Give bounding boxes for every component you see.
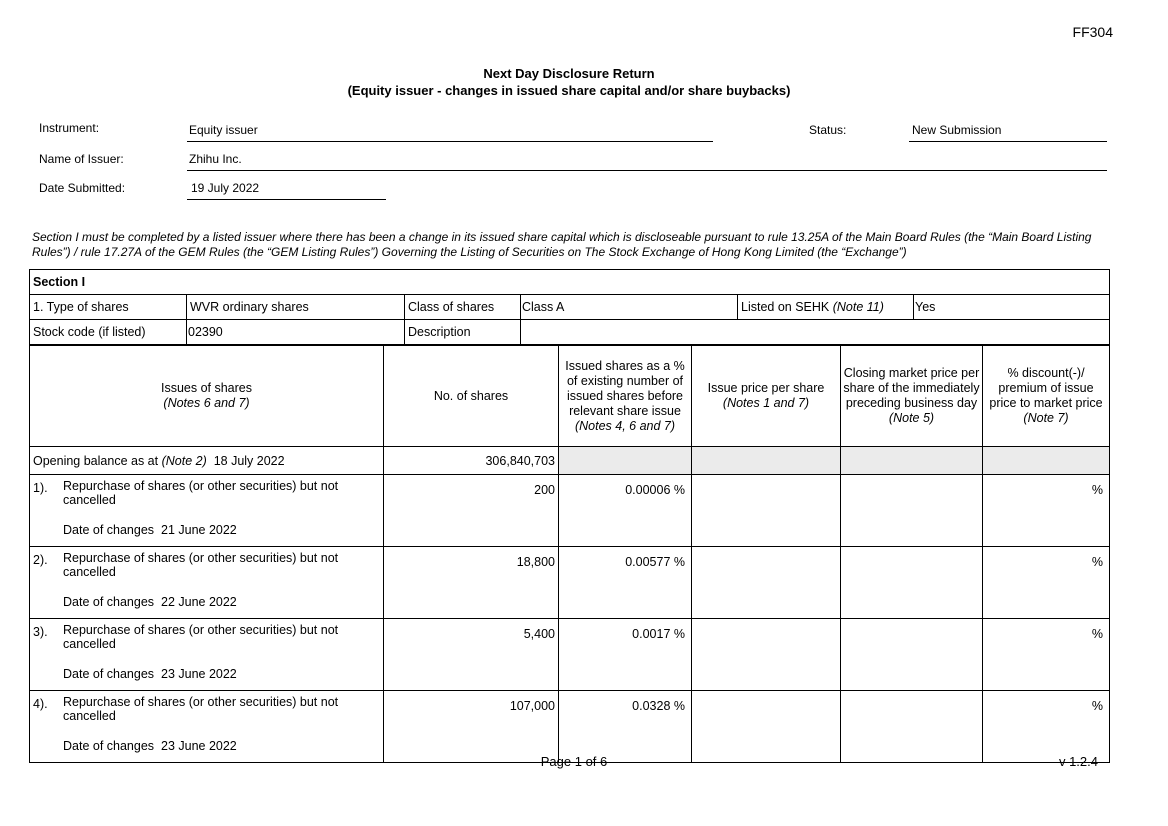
issuer-underline — [187, 170, 1107, 171]
event-date — [63, 595, 237, 609]
opening-label-text: Opening balance as at — [33, 453, 159, 468]
stock-code-label: Stock code (if listed) — [30, 320, 187, 345]
instrument-value: Equity issuer — [189, 123, 258, 137]
status-value: New Submission — [912, 123, 1002, 137]
event-date-label: Date of changes — [63, 667, 155, 681]
col-issue-price — [692, 346, 841, 447]
description-label: Description — [405, 320, 521, 345]
page-subtitle: (Equity issuer - changes in issued share capital and/or share buybacks) — [347, 83, 791, 98]
status-underline — [909, 141, 1107, 142]
col-price-note: (Notes 1 and 7) — [722, 396, 810, 410]
event-issue-price — [692, 691, 841, 763]
event-pct: 0.00006 % — [559, 475, 692, 547]
event-number: 4). — [33, 697, 48, 711]
col-pct-note: (Notes 4, 6 and 7) — [574, 418, 676, 433]
event-closing-price — [841, 475, 983, 547]
section1-title: Section I — [30, 270, 1110, 295]
event-pct: 0.0017 % — [559, 619, 692, 691]
event-issue-price — [692, 475, 841, 547]
event-description: Repurchase of shares (or other securities) but not cancelled — [63, 551, 339, 579]
event-closing-price — [841, 547, 983, 619]
opening-balance-row — [30, 447, 1110, 475]
col-discount-text: % discount(-)/ premium of issue price to market price — [989, 366, 1103, 410]
table-row — [30, 619, 1110, 691]
opening-shaded-cell — [692, 447, 841, 475]
instrument-label: Instrument: — [39, 121, 100, 135]
col-issues-text: Issues of shares — [160, 381, 252, 395]
form-code: FF304 — [1072, 24, 1113, 40]
listed-note: (Note 11) — [832, 300, 884, 314]
issues-table — [29, 345, 1110, 763]
event-number: 2). — [33, 553, 48, 567]
event-shares: 107,000 — [384, 691, 559, 763]
opening-shaded-cell — [559, 447, 692, 475]
event-pct: 0.0328 % — [559, 691, 692, 763]
col-price-text: Issue price per share — [707, 381, 825, 395]
issuer-value: Zhihu Inc. — [189, 152, 242, 166]
opening-shaded-cell — [983, 447, 1110, 475]
description-value — [521, 320, 1110, 345]
event-discount: % — [983, 547, 1110, 619]
event-number: 3). — [33, 625, 48, 639]
event-date-value: 23 June 2022 — [161, 739, 237, 753]
event-shares: 200 — [384, 475, 559, 547]
event-date-value: 23 June 2022 — [161, 667, 237, 681]
event-shares: 18,800 — [384, 547, 559, 619]
col-closing-text: Closing market price per share of the immediately preceding business day — [843, 366, 980, 410]
opening-shaded-cell — [841, 447, 983, 475]
event-date-label: Date of changes — [63, 595, 155, 609]
opening-date: 18 July 2022 — [213, 453, 285, 468]
table-row — [30, 547, 1110, 619]
table-row — [30, 475, 1110, 547]
issuer-label: Name of Issuer: — [39, 152, 124, 166]
col-closing-price — [841, 346, 983, 447]
section-note: Section I must be completed by a listed issuer where there has been a change in its issued share capital which is discloseable pursuant to rule 13.25A of the Main Board Rules (the “Main Board Listing Rules”) / rule 17.27A of the GEM Rules (the “GEM Listing Rules”) Governing the Listing of Securities on The Stock Exchange of Hong Kong Limited (the “Exchange”) — [32, 230, 1092, 259]
class-of-shares-label: Class of shares — [405, 295, 521, 320]
page-title: Next Day Disclosure Return — [483, 66, 655, 81]
event-date-label: Date of changes — [63, 523, 155, 537]
table-row — [30, 691, 1110, 763]
event-description: Repurchase of shares (or other securities) but not cancelled — [63, 623, 339, 651]
stock-code-value: 02390 — [187, 320, 405, 345]
event-date-value: 21 June 2022 — [161, 523, 237, 537]
status-label: Status: — [809, 123, 847, 137]
date-submitted-underline — [187, 199, 386, 200]
type-of-shares-label: 1. Type of shares — [30, 295, 187, 320]
col-no-of-shares: No. of shares — [384, 346, 559, 447]
event-date — [63, 523, 237, 537]
col-discount-note: (Note 7) — [1023, 411, 1069, 425]
event-date-label: Date of changes — [63, 739, 155, 753]
event-issue-price — [692, 619, 841, 691]
section1-table — [29, 269, 1110, 345]
page-number: Page 1 of 6 — [540, 754, 608, 769]
col-issues-of-shares — [30, 346, 384, 447]
date-submitted-label: Date Submitted: — [39, 181, 126, 195]
event-number: 1). — [33, 481, 48, 495]
event-pct: 0.00577 % — [559, 547, 692, 619]
listed-on-sehk-label — [738, 295, 914, 320]
class-of-shares-value: Class A — [521, 295, 738, 320]
col-closing-note: (Note 5) — [888, 411, 935, 425]
event-closing-price — [841, 691, 983, 763]
col-issues-note: (Notes 6 and 7) — [163, 396, 250, 410]
event-date-value: 22 June 2022 — [161, 595, 237, 609]
event-discount: % — [983, 691, 1110, 763]
event-discount: % — [983, 475, 1110, 547]
col-discount — [983, 346, 1110, 447]
opening-balance-label — [30, 447, 384, 475]
event-closing-price — [841, 619, 983, 691]
event-date — [63, 739, 237, 753]
instrument-underline — [187, 141, 713, 142]
event-description: Repurchase of shares (or other securities) but not cancelled — [63, 695, 339, 723]
event-issue-price — [692, 547, 841, 619]
listed-label-text: Listed on SEHK — [741, 300, 830, 314]
opening-note: (Note 2) — [161, 453, 207, 468]
date-submitted-value: 19 July 2022 — [191, 181, 260, 195]
listed-on-sehk-value: Yes — [914, 295, 1110, 320]
event-date — [63, 667, 237, 681]
type-of-shares-value: WVR ordinary shares — [187, 295, 405, 320]
col-issued-pct — [559, 346, 692, 447]
opening-shares: 306,840,703 — [384, 447, 559, 475]
form-version: v 1.2.4 — [1058, 754, 1098, 769]
event-discount: % — [983, 619, 1110, 691]
col-pct-text: Issued shares as a % of existing number of issued shares before relevant share issue — [565, 358, 685, 418]
event-shares: 5,400 — [384, 619, 559, 691]
event-description: Repurchase of shares (or other securities) but not cancelled — [63, 479, 339, 507]
